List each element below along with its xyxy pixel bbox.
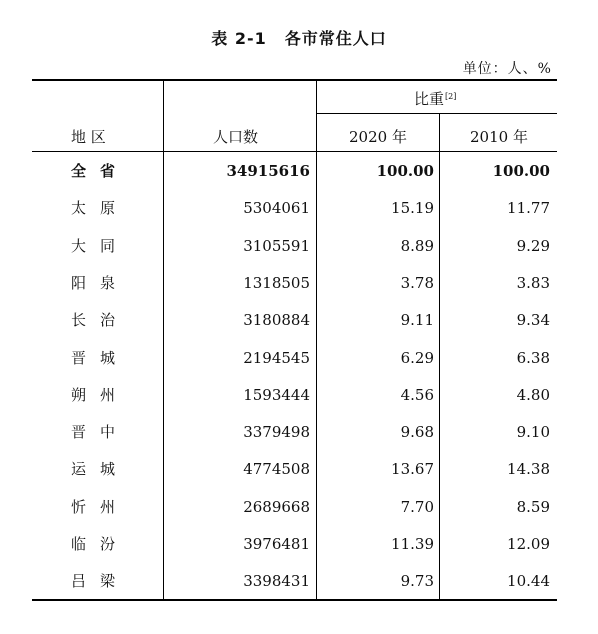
row-share-2020: 3.78 bbox=[400, 273, 434, 292]
row-share-2020: 11.39 bbox=[391, 535, 434, 553]
row-share-2010: 12.09 bbox=[507, 535, 550, 553]
row-region: 临汾 bbox=[71, 535, 130, 553]
row-share-2010: 9.10 bbox=[516, 423, 550, 442]
row-region: 阳泉 bbox=[71, 273, 130, 292]
row-region: 晋中 bbox=[71, 423, 130, 442]
row-share-2010: 100.00 bbox=[492, 162, 550, 180]
row-share-2010: 14.38 bbox=[507, 460, 550, 479]
row-share-2020: 9.68 bbox=[400, 423, 434, 442]
col-divider-1 bbox=[163, 79, 164, 600]
row-share-2020: 9.73 bbox=[400, 572, 434, 591]
row-region: 全省 bbox=[71, 162, 130, 180]
row-region: 大同 bbox=[71, 236, 130, 255]
row-population: 3398431 bbox=[243, 572, 310, 591]
row-region: 忻州 bbox=[71, 497, 130, 516]
header-share-label: 比重 bbox=[414, 90, 445, 108]
row-population: 3105591 bbox=[243, 236, 310, 255]
row-population: 3976481 bbox=[243, 535, 310, 553]
row-region: 吕梁 bbox=[71, 572, 130, 591]
row-share-2020: 7.70 bbox=[400, 497, 434, 516]
header-population: 人口数 bbox=[213, 128, 259, 146]
table-title-text: 各市常住人口 bbox=[284, 29, 387, 48]
header-2010: 2010 年 bbox=[470, 128, 528, 146]
header-region: 地 区 bbox=[71, 128, 106, 146]
header-bottom-rule bbox=[32, 151, 557, 152]
row-share-2020: 6.29 bbox=[400, 348, 434, 367]
col-divider-2 bbox=[316, 79, 317, 600]
row-share-2010: 4.80 bbox=[516, 385, 550, 404]
population-table bbox=[32, 79, 557, 601]
row-share-2010: 9.34 bbox=[516, 311, 550, 330]
row-population: 2689668 bbox=[243, 497, 310, 516]
row-share-2010: 6.38 bbox=[516, 348, 550, 367]
row-population: 5304061 bbox=[243, 199, 310, 218]
row-population: 2194545 bbox=[243, 348, 310, 367]
table-code: 表 2-1 bbox=[211, 29, 267, 48]
row-population: 34915616 bbox=[226, 162, 310, 180]
row-population: 1318505 bbox=[243, 273, 310, 292]
row-share-2010: 8.59 bbox=[516, 497, 550, 516]
row-population: 1593444 bbox=[243, 385, 310, 404]
header-2020: 2020 年 bbox=[349, 128, 407, 146]
row-share-2010: 3.83 bbox=[516, 273, 550, 292]
row-share-2010: 9.29 bbox=[516, 236, 550, 255]
row-region: 朔州 bbox=[71, 385, 130, 404]
row-share-2010: 10.44 bbox=[507, 572, 550, 591]
row-share-2020: 4.56 bbox=[400, 385, 434, 404]
row-share-2020: 13.67 bbox=[391, 460, 434, 479]
row-population: 4774508 bbox=[243, 460, 310, 479]
row-population: 3180884 bbox=[243, 311, 310, 330]
share-header-rule bbox=[316, 113, 557, 114]
row-region: 太原 bbox=[71, 199, 130, 218]
row-share-2010: 11.77 bbox=[507, 199, 550, 218]
header-share-note: [2] bbox=[445, 92, 457, 101]
header-share bbox=[414, 89, 456, 109]
row-share-2020: 15.19 bbox=[391, 199, 434, 218]
row-population: 3379498 bbox=[243, 423, 310, 442]
row-share-2020: 8.89 bbox=[400, 236, 434, 255]
col-divider-3 bbox=[439, 113, 440, 600]
row-share-2020: 9.11 bbox=[400, 311, 434, 330]
row-region: 运城 bbox=[71, 460, 130, 479]
unit-label: 单位：人、% bbox=[462, 61, 552, 77]
row-region: 长治 bbox=[71, 311, 130, 330]
table-bottom-rule bbox=[32, 599, 557, 601]
row-region: 晋城 bbox=[71, 348, 130, 367]
table-title bbox=[0, 26, 598, 49]
row-share-2020: 100.00 bbox=[376, 162, 434, 180]
table-top-rule bbox=[32, 79, 557, 81]
